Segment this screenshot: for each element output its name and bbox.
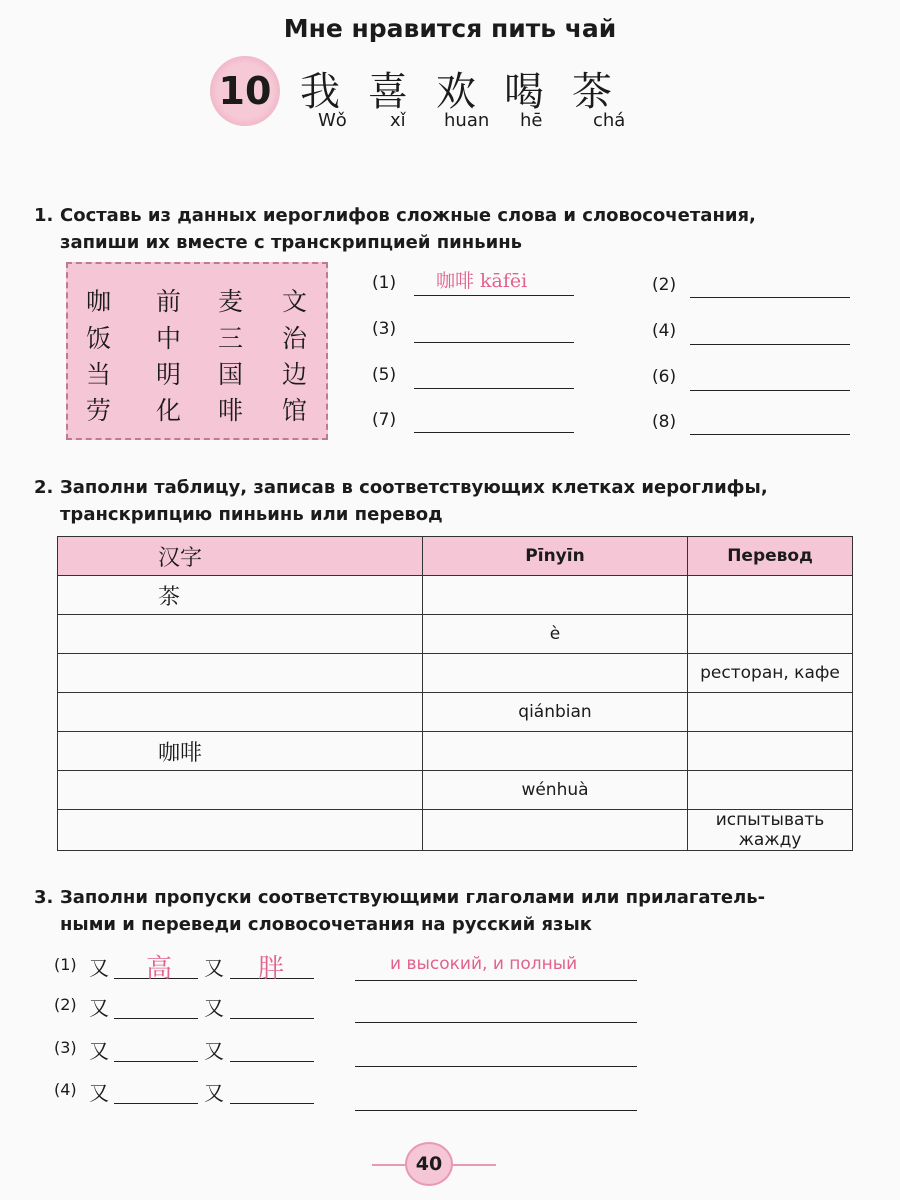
item-char-1: 又 [89,956,109,980]
cell-translation[interactable]: ресторан, кафе [688,654,853,693]
page-number-rule-right [452,1164,496,1166]
answer-label: (1) [372,273,397,293]
item-char-2: 又 [204,996,224,1020]
blank-line[interactable] [230,1018,314,1019]
blank-line[interactable] [114,1018,198,1019]
item-char-2: 又 [204,1081,224,1105]
cell-hanzi[interactable] [58,615,423,654]
answer-label: (5) [372,365,397,385]
translation-line[interactable] [355,1110,637,1111]
table-row [58,771,853,810]
answer-line[interactable] [414,295,574,296]
task1-number: 1. [34,205,54,226]
answer-line[interactable] [690,297,850,298]
cell-translation[interactable] [688,771,853,810]
cell-pinyin[interactable]: qiánbian [423,693,688,732]
item-label: (1) [54,955,77,974]
grid-char: 啡 [218,396,244,425]
cell-translation[interactable] [688,693,853,732]
task1-text-line2: запиши их вместе с транскрипцией пиньинь [60,232,523,253]
lesson-number: 10 [218,69,272,113]
title-hanzi-3: 欢 [436,69,478,115]
cell-hanzi[interactable]: 茶 [58,576,423,615]
title-pinyin-5: chá [593,110,626,131]
task1-text-line1: Составь из данных иероглифов сложные слова и словосочетания, [60,205,756,226]
answer-label: (8) [652,412,677,432]
answer-line[interactable] [414,342,574,343]
title-hanzi-5: 茶 [572,69,614,115]
table-row [58,810,853,851]
answer-line[interactable] [690,390,850,391]
blank-line[interactable] [230,1061,314,1062]
blank-line[interactable] [114,1061,198,1062]
cell-pinyin[interactable]: è [423,615,688,654]
answer-line[interactable] [690,344,850,345]
task1-heading [34,202,756,256]
table-row [58,576,853,615]
answer-value[interactable]: 咖啡 kāfēi [436,270,528,292]
cell-pinyin[interactable] [423,576,688,615]
item-label: (4) [54,1080,77,1099]
item-char-1: 又 [89,1081,109,1105]
cell-pinyin[interactable]: wénhuà [423,771,688,810]
item-char-1: 又 [89,1039,109,1063]
vocab-table [57,536,853,851]
page-number-badge [405,1142,453,1186]
grid-char: 文 [282,287,308,316]
page-title: Мне нравится пить чай [283,14,617,43]
title-hanzi-2: 喜 [368,69,410,115]
grid-char: 麦 [218,287,244,316]
answer-line[interactable] [414,388,574,389]
page-number-rule-left [372,1164,406,1166]
task3-text-line2: ными и переведи словосочетания на русский язык [60,914,592,935]
table-row [58,693,853,732]
blank-line[interactable] [114,1103,198,1104]
cell-translation[interactable] [688,576,853,615]
grid-char: 当 [86,360,112,389]
cell-hanzi[interactable] [58,771,423,810]
item-label: (3) [54,1038,77,1057]
title-pinyin-2: xǐ [390,110,406,131]
blank-fill-2[interactable]: 胖 [258,954,285,984]
column-header-translation: Перевод [688,537,853,576]
translation-line[interactable] [355,1066,637,1067]
answer-label: (7) [372,410,397,430]
title-pinyin-3: huan [444,110,490,131]
blank-line[interactable] [230,1103,314,1104]
translation-line[interactable] [355,980,637,981]
title-pinyin-4: hē [520,110,543,131]
grid-char: 明 [156,360,182,389]
grid-char: 前 [156,287,182,316]
answer-line[interactable] [414,432,574,433]
cell-hanzi[interactable] [58,654,423,693]
task3-heading [34,884,765,938]
grid-char: 饭 [86,324,112,353]
title-pinyin-1: Wǒ [318,110,347,131]
grid-char: 治 [282,324,308,353]
item-char-1: 又 [89,996,109,1020]
item-label: (2) [54,995,77,1014]
cell-hanzi[interactable]: 咖啡 [58,732,423,771]
table-header-row [58,537,853,576]
blank-fill-1[interactable]: 高 [146,954,173,984]
grid-char: 中 [156,324,182,353]
grid-char: 劳 [86,396,112,425]
table-row [58,732,853,771]
grid-char: 馆 [282,396,308,425]
cell-translation[interactable] [688,615,853,654]
lesson-number-badge [210,56,280,126]
answer-label: (3) [372,319,397,339]
task2-heading [34,474,768,528]
answer-label: (4) [652,321,677,341]
title-hanzi-1: 我 [300,69,342,115]
cell-translation[interactable]: испытывать жажду [688,810,853,851]
task2-number: 2. [34,477,54,498]
grid-char: 三 [218,324,244,353]
translation-text[interactable]: и высокий, и полный [390,954,578,974]
cell-hanzi[interactable] [58,810,423,851]
cell-pinyin[interactable] [423,810,688,851]
cell-pinyin[interactable] [423,654,688,693]
task2-text-line1: Заполни таблицу, записав в соответствующих клетках иероглифы, [60,477,768,498]
grid-char: 化 [156,396,182,425]
character-grid [66,262,328,440]
table-row [58,654,853,693]
answer-label: (6) [652,367,677,387]
task2-text-line2: транскрипцию пиньинь или перевод [60,504,443,525]
translation-line[interactable] [355,1022,637,1023]
title-hanzi-4: 喝 [504,69,546,115]
cell-translation[interactable] [688,732,853,771]
task3-number: 3. [34,887,54,908]
column-header-hanzi: 汉字 [58,537,423,576]
page-number: 40 [415,1153,443,1175]
cell-hanzi[interactable] [58,693,423,732]
grid-char: 咖 [86,287,112,316]
task3-text-line1: Заполни пропуски соответствующими глаголами или прилагатель- [60,887,766,908]
grid-char: 边 [282,360,308,389]
table-row [58,615,853,654]
item-char-2: 又 [204,1039,224,1063]
cell-pinyin[interactable] [423,732,688,771]
item-char-2: 又 [204,956,224,980]
answer-label: (2) [652,275,677,295]
grid-char: 国 [218,360,244,389]
answer-line[interactable] [690,434,850,435]
column-header-pinyin: Pīnyīn [423,537,688,576]
